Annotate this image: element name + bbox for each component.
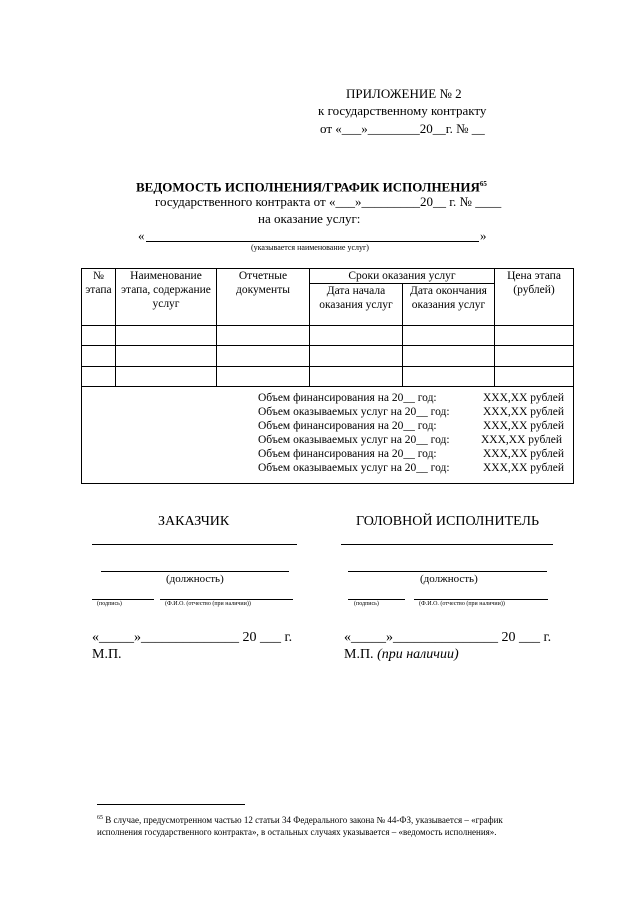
contractor-position-line — [348, 571, 547, 572]
financing-value-0: ХХХ,ХХ рублей — [483, 392, 565, 404]
financing-value-4: ХХХ,ХХ рублей — [483, 448, 565, 460]
header-report-documents: Отчетные документы — [217, 269, 310, 326]
table-cell[interactable] — [495, 367, 574, 387]
table-row — [82, 326, 574, 346]
contractor-date: «_____»_______________ 20 ___ г. — [344, 630, 552, 645]
header-service-terms: Сроки оказания услуг — [310, 269, 495, 284]
table-cell[interactable] — [116, 326, 217, 346]
table-cell[interactable] — [310, 326, 403, 346]
table-cell[interactable] — [403, 346, 495, 367]
contractor-stamp — [344, 647, 459, 663]
table-cell[interactable] — [82, 367, 116, 387]
financing-label-2: Объем финансирования на 20__ год: — [258, 420, 437, 432]
table-cell[interactable] — [82, 346, 116, 367]
services-line: на оказание услуг: — [258, 211, 361, 226]
customer-name-caption: (Ф.И.О. (отчество (при наличии)) — [165, 601, 251, 607]
header-stage-number: № этапа — [82, 269, 116, 326]
footnote-reference: 65 — [479, 180, 487, 188]
table-cell[interactable] — [403, 326, 495, 346]
appendix-date-line: от «___»________20__г. № __ — [320, 121, 485, 136]
customer-position-line — [101, 571, 289, 572]
footnote-text-line1: В случае, предусмотренном частью 12 статьи 34 Федерального закона № 44-ФЗ, указывается – «график — [105, 815, 503, 825]
customer-stamp: М.П. — [92, 647, 122, 662]
table-row — [82, 346, 574, 367]
service-name-quote-close: » — [480, 228, 487, 243]
contractor-org-line — [341, 544, 553, 545]
table-cell[interactable] — [217, 346, 310, 367]
table-cell[interactable] — [116, 346, 217, 367]
table-cell[interactable] — [310, 367, 403, 387]
contract-line: государственного контракта от «___»_________20__ г. № ____ — [155, 194, 502, 209]
table-cell[interactable] — [495, 326, 574, 346]
footnote-mark: 65 — [97, 815, 103, 821]
table-cell[interactable] — [310, 346, 403, 367]
table-cell[interactable] — [217, 367, 310, 387]
customer-date: «_____»______________ 20 ___ г. — [92, 630, 293, 645]
service-name-caption: (указывается наименование услуг) — [251, 243, 369, 252]
financing-value-3: ХХХ,ХХ рублей — [481, 434, 563, 446]
table-row — [82, 367, 574, 387]
table-cell[interactable] — [116, 367, 217, 387]
header-end-date: Дата окончания оказания услуг — [403, 284, 495, 326]
financing-label-1: Объем оказываемых услуг на 20__ год: — [258, 406, 450, 418]
service-name-quote-open: « — [138, 228, 145, 243]
footnote-separator — [97, 804, 245, 805]
document-title — [136, 176, 487, 195]
table-cell[interactable] — [82, 326, 116, 346]
customer-org-line — [92, 544, 297, 545]
contractor-name-caption: (Ф.И.О. (отчество (при наличии)) — [419, 601, 505, 607]
customer-signature-line — [92, 599, 154, 600]
financing-label-5: Объем оказываемых услуг на 20__ год: — [258, 462, 450, 474]
service-name-line — [146, 241, 479, 242]
financing-label-3: Объем оказываемых услуг на 20__ год: — [258, 434, 450, 446]
appendix-subtitle: к государственному контракту — [318, 103, 487, 118]
footnote-text-line2: исполнения государственного контракта», в остальных случаях указывается – «ведомость исполнения». — [97, 827, 497, 837]
financing-value-5: ХХХ,ХХ рублей — [483, 462, 565, 474]
table-cell[interactable] — [403, 367, 495, 387]
contractor-title: ГОЛОВНОЙ ИСПОЛНИТЕЛЬ — [356, 514, 540, 529]
contractor-signature-caption: (подпись) — [354, 601, 379, 607]
contractor-signature-line — [348, 599, 405, 600]
table-cell[interactable] — [495, 346, 574, 367]
customer-signature-caption: (подпись) — [97, 601, 122, 607]
header-stage-name: Наименование этапа, содержание услуг — [116, 269, 217, 326]
customer-title: ЗАКАЗЧИК — [158, 514, 230, 529]
contractor-stamp-prefix: М.П. — [344, 647, 374, 662]
contractor-name-line — [414, 599, 548, 600]
financing-label-4: Объем финансирования на 20__ год: — [258, 448, 437, 460]
header-start-date: Дата начала оказания услуг — [310, 284, 403, 326]
contractor-position-caption: (должность) — [420, 573, 478, 585]
financing-value-2: ХХХ,ХХ рублей — [483, 420, 565, 432]
customer-name-line — [160, 599, 293, 600]
customer-position-caption: (должность) — [166, 573, 224, 585]
financing-label-0: Объем финансирования на 20__ год: — [258, 392, 437, 404]
header-stage-price: Цена этапа (рублей) — [495, 269, 574, 326]
footnote — [97, 812, 503, 838]
contractor-stamp-suffix: (при наличии) — [377, 647, 459, 662]
financing-value-1: ХХХ,ХХ рублей — [483, 406, 565, 418]
table-cell[interactable] — [217, 326, 310, 346]
document-title-text: ВЕДОМОСТЬ ИСПОЛНЕНИЯ/ГРАФИК ИСПОЛНЕНИЯ — [136, 179, 480, 195]
appendix-title: ПРИЛОЖЕНИЕ № 2 — [346, 86, 462, 101]
